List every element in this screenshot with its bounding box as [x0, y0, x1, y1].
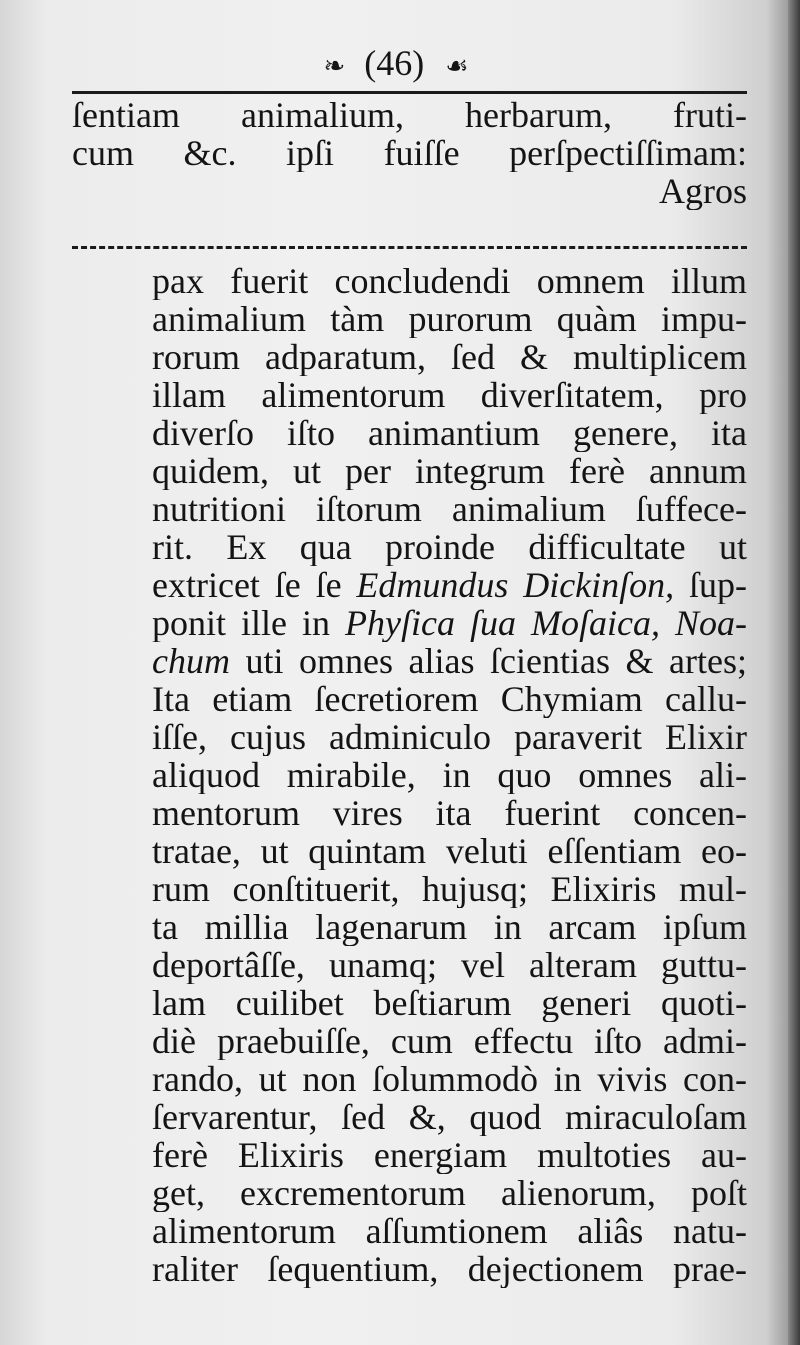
text-line: aliquod mirabile, in quo omnes ali- [152, 756, 747, 794]
text-line: pax fuerit concludendi omnem illum [152, 262, 747, 300]
text-segment: extricet ſe ſe [152, 566, 342, 604]
page-header [0, 42, 790, 84]
text-line: lam cuilibet beſtiarum generi quoti- [152, 984, 747, 1022]
text-line: rit. Ex qua proinde difficultate ut [152, 528, 747, 566]
work-title-end: chum [152, 642, 230, 680]
work-title: Phyſica ſua Moſaica, [345, 604, 660, 642]
work-title-cont: Noa- [675, 604, 747, 642]
text-line: tratae, ut quintam veluti eſſentiam eo- [152, 832, 747, 870]
text-line: mentorum vires ita fuerint concen- [152, 794, 747, 832]
text-line: alimentorum aſſumtionem aliâs natu- [152, 1212, 747, 1250]
header-rule [72, 91, 747, 94]
text-line: nutritioni iſtorum animalium ſuffece- [152, 490, 747, 528]
text-line-mixed [152, 642, 747, 680]
text-line: ta millia lagenarum in arcam ipſum [152, 908, 747, 946]
text-line: rum conſtituerit, hujusq; Elixiris mul- [152, 870, 747, 908]
text-line: rorum adparatum, ſed & multiplicem [152, 338, 747, 376]
text-line: Ita etiam ſecretiorem Chymiam callu- [152, 680, 747, 718]
text-segment: ſup- [689, 566, 747, 604]
text-segment: ponit ille in [152, 604, 331, 642]
text-line: animalium tàm purorum quàm impu- [152, 300, 747, 338]
text-line: raliter ſequentium, dejectionem prae- [152, 1250, 747, 1288]
text-line: iſſe, cujus adminiculo paraverit Elixir [152, 718, 747, 756]
footnote-line: cum &c. ipſi fuiſſe perſpectiſſimam: [72, 134, 747, 172]
text-line-mixed [152, 566, 747, 604]
text-line: diverſo iſto animantium genere, ita [152, 414, 747, 452]
page-number: (46) [364, 43, 425, 83]
right-ornament: ☙ [445, 51, 467, 81]
author-name: Edmundus Dickinſon, [356, 566, 675, 604]
footnote-separator [72, 246, 747, 249]
text-line: illam alimentorum diverſitatem, pro [152, 376, 747, 414]
text-line: deportâſſe, unamq; vel alteram guttu- [152, 946, 747, 984]
text-line: diè praebuiſſe, cum effectu iſto admi- [152, 1022, 747, 1060]
text-line: ſervarentur, ſed &, quod miraculoſam [152, 1098, 747, 1136]
text-line: ferè Elixiris energiam multoties au- [152, 1136, 747, 1174]
main-text [152, 262, 747, 1288]
text-line: quidem, ut per integrum ferè annum [152, 452, 747, 490]
text-line-mixed [152, 604, 747, 642]
page-edge [788, 0, 800, 1345]
footnote-text [72, 96, 747, 210]
footnote-catchword: Agros [659, 172, 747, 210]
text-segment: uti omnes alias ſcientias & artes; [245, 642, 747, 680]
text-line: get, excrementorum alienorum, poſt [152, 1174, 747, 1212]
text-line: rando, ut non ſolummodò in vivis con- [152, 1060, 747, 1098]
left-ornament: ❧ [323, 51, 344, 81]
footnote-line: ſentiam animalium, herbarum, fruti- [72, 96, 747, 134]
